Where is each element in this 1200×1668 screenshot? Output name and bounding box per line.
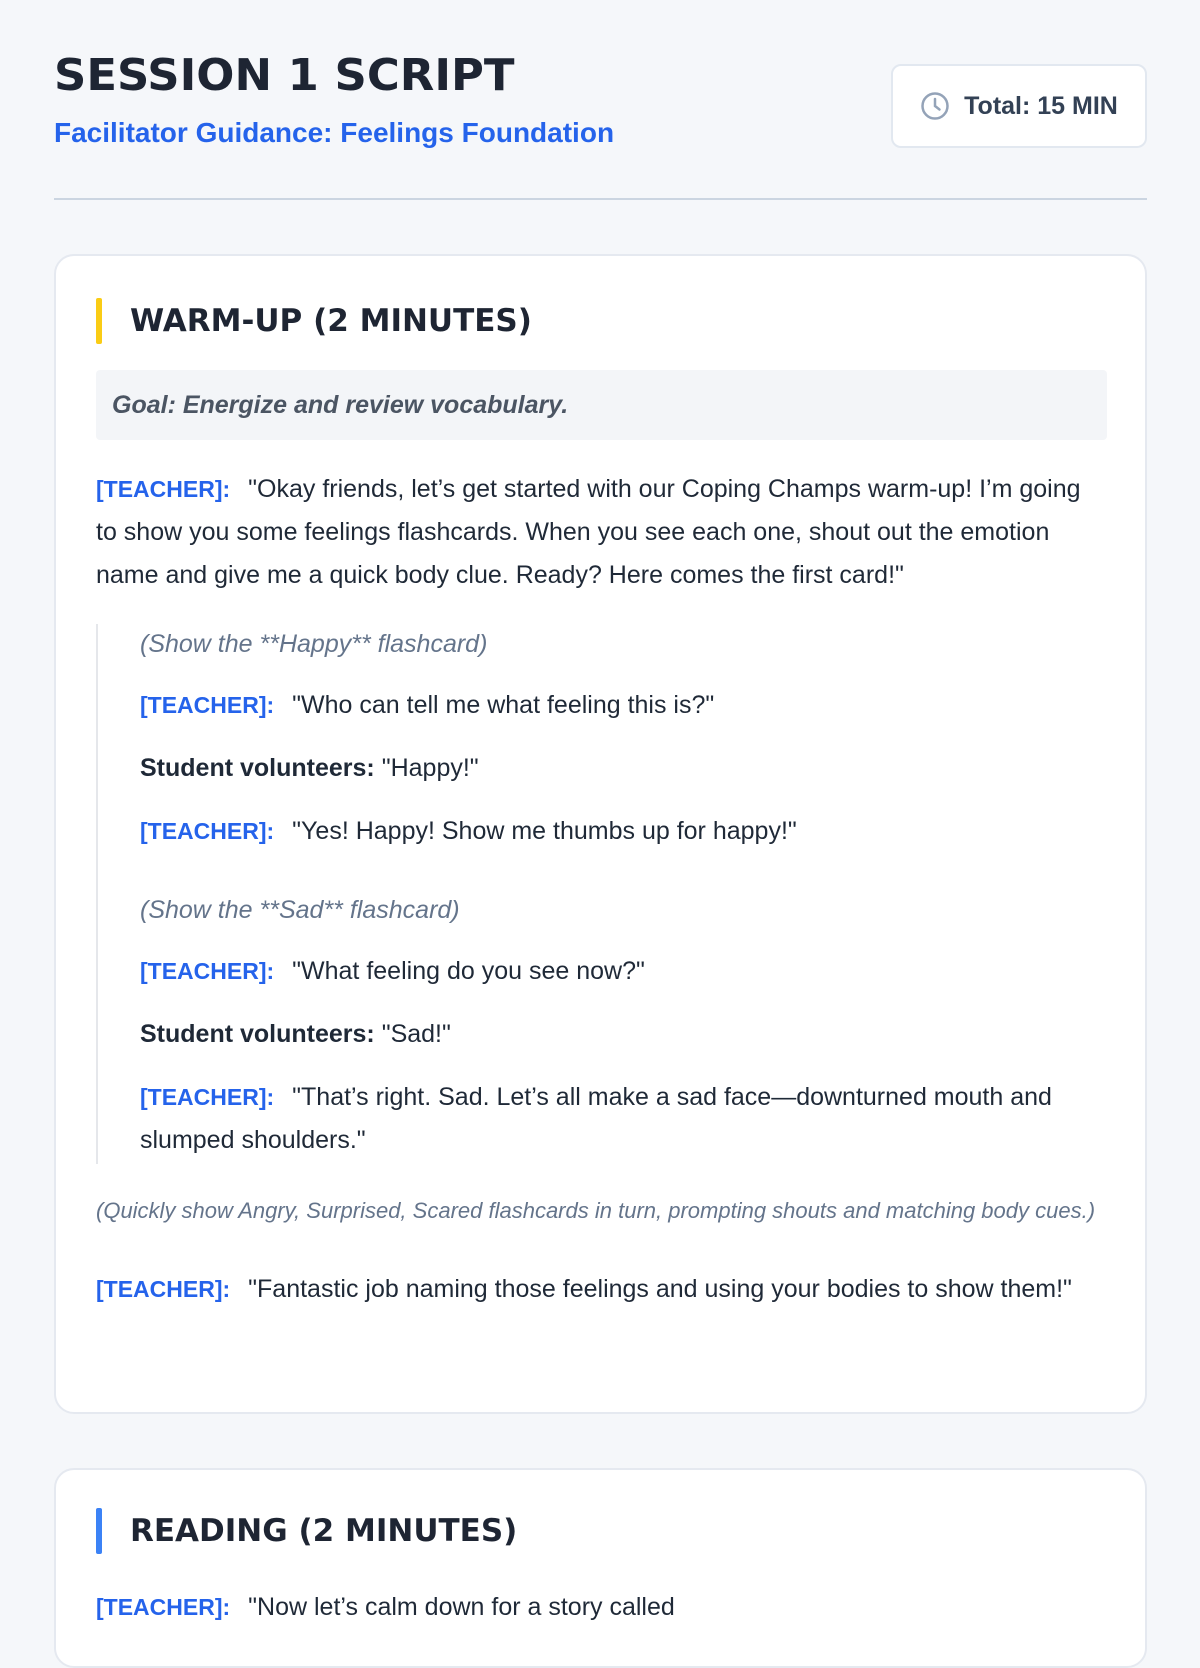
student-label: Student volunteers: xyxy=(140,1020,375,1048)
teacher-label: [TEACHER]: xyxy=(140,692,275,718)
page-subtitle: Facilitator Guidance: Feelings Foundation xyxy=(54,117,615,148)
dialogue-text: "Yes! Happy! Show me thumbs up for happy!" xyxy=(292,817,797,845)
student-label: Student volunteers: xyxy=(140,754,375,782)
dialogue-text: "Now let’s calm down for a story called xyxy=(248,1593,675,1621)
teacher-intro-text: "Okay friends, let’s get started with our Coping Champs warm-up! I’m going to show you some feelings flashcards. When you see each one, shout out the emotion name and give me a quick body clue. Ready? Here comes the first card!" xyxy=(96,475,1081,589)
total-time-label: Total: 15 MIN xyxy=(964,91,1118,120)
reading-heading: READING (2 MINUTES) xyxy=(96,1508,517,1554)
teacher-label: [TEACHER]: xyxy=(140,958,275,984)
teacher-closing-line xyxy=(96,1268,1096,1311)
warmup-card xyxy=(54,254,1147,1414)
teacher-label: [TEACHER]: xyxy=(140,1084,275,1110)
happy-teacher-line-1 xyxy=(140,684,714,727)
session-script-page xyxy=(54,0,1147,1621)
dialogue-indent-rule xyxy=(96,624,98,1164)
dialogue-text: "That’s right. Sad. Let’s all make a sad face—downturned mouth and slumped shoulders." xyxy=(140,1083,1052,1154)
dialogue-text: "Sad!" xyxy=(381,1020,451,1048)
reading-teacher-line xyxy=(96,1586,1096,1629)
teacher-intro-line xyxy=(96,468,1101,597)
teacher-label: [TEACHER]: xyxy=(96,1276,231,1302)
clock-icon xyxy=(920,91,950,121)
warmup-heading: WARM-UP (2 MINUTES) xyxy=(96,298,532,344)
page-title: SESSION 1 SCRIPT xyxy=(54,50,515,101)
sad-teacher-line-1 xyxy=(140,950,645,993)
flashcard-note: (Quickly show Angry, Surprised, Scared flashcards in turn, prompting shouts and matching body cues.) xyxy=(96,1198,1096,1223)
happy-teacher-line-2 xyxy=(140,810,797,853)
dialogue-text: "Happy!" xyxy=(381,754,479,782)
reading-card xyxy=(54,1468,1147,1668)
teacher-label: [TEACHER]: xyxy=(96,1594,231,1620)
happy-student-line xyxy=(140,747,479,790)
warmup-goal: Goal: Energize and review vocabulary. xyxy=(96,370,1107,440)
sad-student-line xyxy=(140,1013,451,1056)
sad-teacher-line-2 xyxy=(140,1076,1100,1162)
total-time-badge xyxy=(891,64,1147,148)
page-header xyxy=(54,0,1147,200)
dialogue-text: "Who can tell me what feeling this is?" xyxy=(292,691,715,719)
sad-stage-direction: (Show the **Sad** flashcard) xyxy=(140,896,460,924)
happy-stage-direction: (Show the **Happy** flashcard) xyxy=(140,630,488,658)
teacher-label: [TEACHER]: xyxy=(140,818,275,844)
teacher-label: [TEACHER]: xyxy=(96,476,231,502)
dialogue-text: "Fantastic job naming those feelings and using your bodies to show them!" xyxy=(248,1275,1072,1303)
dialogue-text: "What feeling do you see now?" xyxy=(292,957,645,985)
